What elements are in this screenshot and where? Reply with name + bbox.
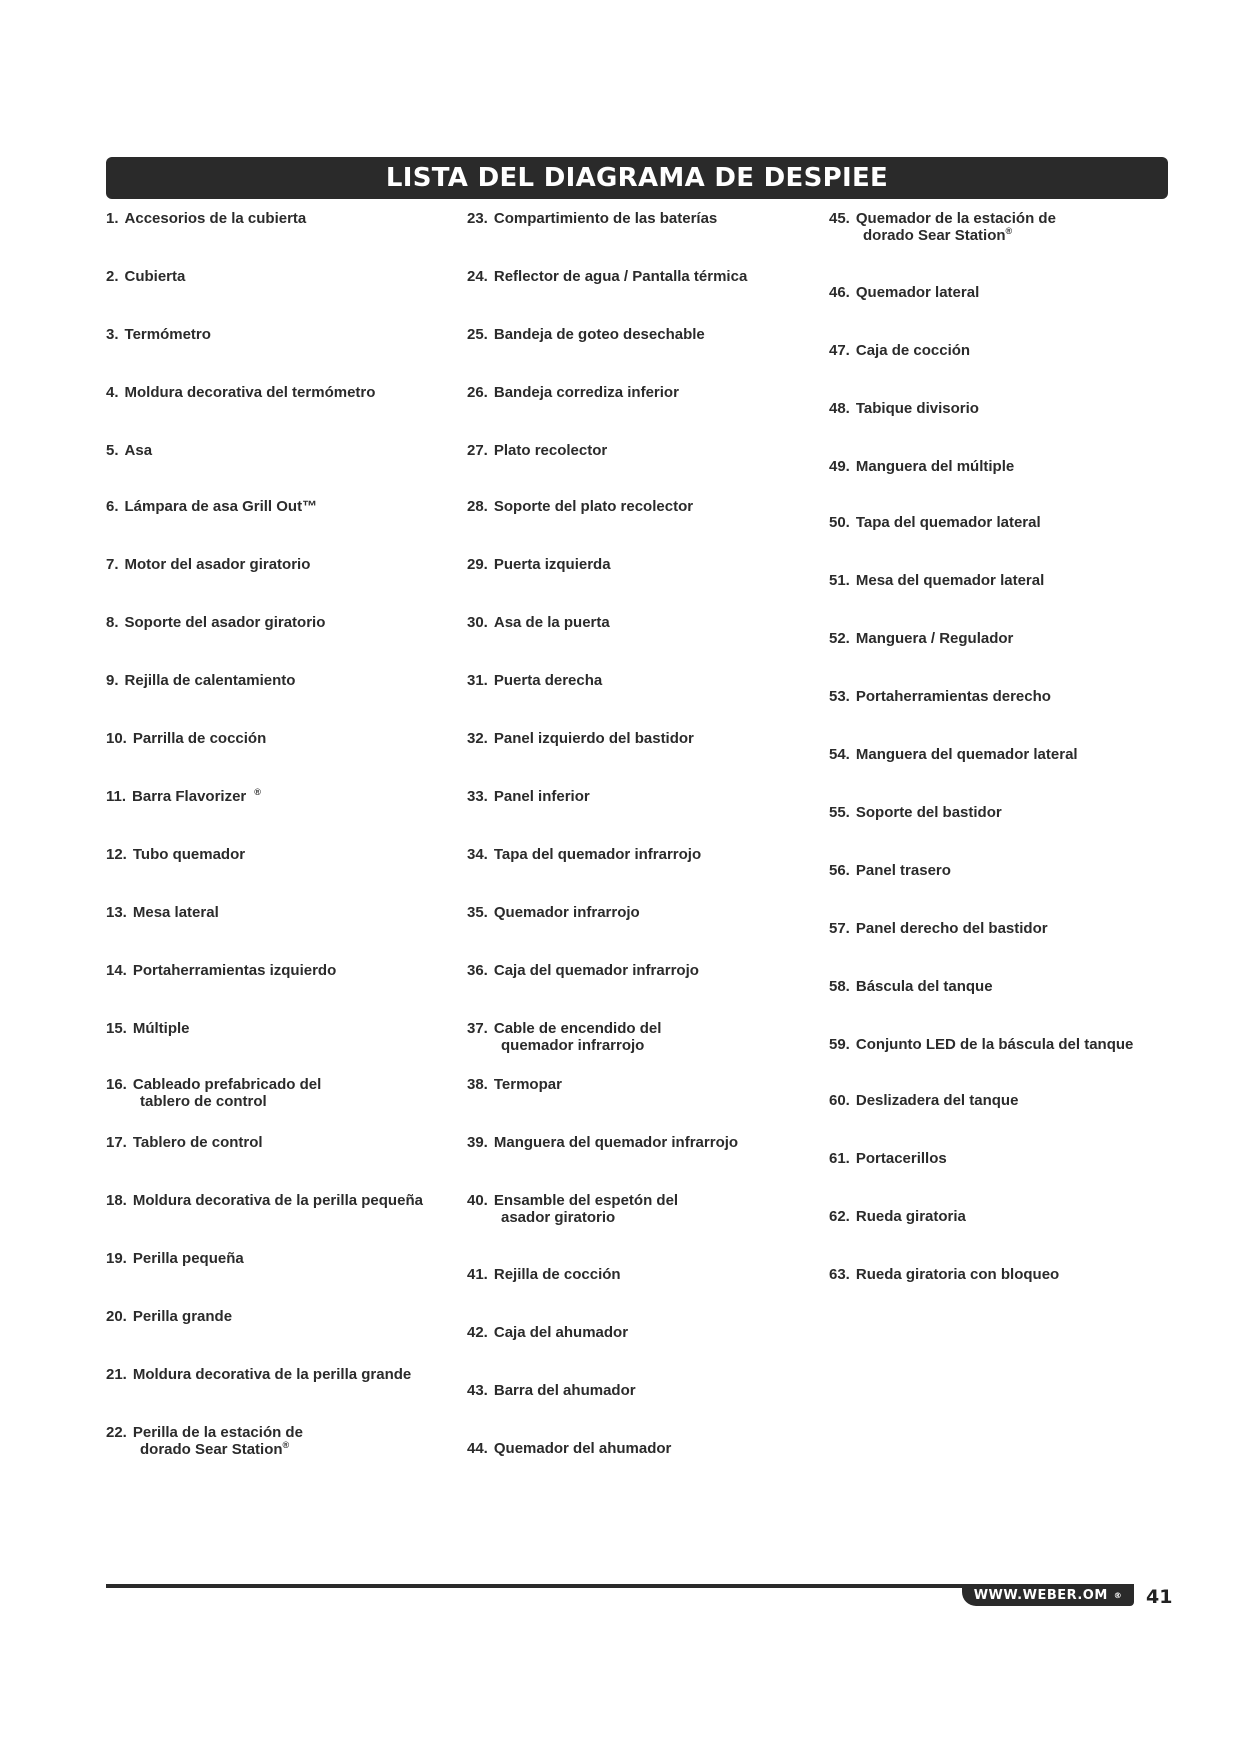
list-item (829, 458, 1179, 475)
item-label: Rueda giratoria con bloqueo (855, 1266, 1060, 1283)
item-number: 11. (106, 788, 127, 805)
item-label-line2: tablero de control (140, 1093, 267, 1110)
list-item (829, 1036, 1179, 1053)
item-label: Deslizadera del tanque (855, 1092, 1019, 1109)
item-label: Tubo quemador (132, 846, 246, 863)
list-item (829, 920, 1179, 937)
list-item (829, 284, 1179, 301)
list-item (467, 1134, 817, 1151)
list-item (467, 1076, 817, 1093)
list-item (829, 688, 1179, 705)
item-number: 20. (106, 1308, 127, 1325)
item-number: 4. (106, 384, 119, 401)
list-item (106, 1076, 456, 1110)
item-label: Panel derecho del bastidor (855, 920, 1048, 937)
item-label: Rejilla de cocción (493, 1266, 621, 1283)
item-number: 56. (829, 862, 850, 879)
item-label-continued (106, 1441, 456, 1458)
item-label: Compartimiento de las baterías (493, 210, 718, 227)
item-number: 48. (829, 400, 850, 417)
list-item (467, 962, 817, 979)
item-number: 23. (467, 210, 488, 227)
item-label-line2: asador giratorio (501, 1209, 616, 1226)
item-label-line2: quemador infrarrojo (501, 1037, 645, 1054)
list-item (467, 556, 817, 573)
list-item (467, 846, 817, 863)
item-number: 40. (467, 1192, 488, 1209)
registered-mark: ® (254, 787, 261, 797)
item-number: 16. (106, 1076, 127, 1093)
list-item (467, 384, 817, 401)
item-number: 29. (467, 556, 488, 573)
item-number: 10. (106, 730, 127, 747)
item-label-line2: dorado Sear Station (140, 1441, 283, 1458)
item-number: 13. (106, 904, 127, 921)
item-label: Panel inferior (493, 788, 590, 805)
item-number: 22. (106, 1424, 127, 1441)
list-item (829, 862, 1179, 879)
item-number: 19. (106, 1250, 127, 1267)
item-label: Panel izquierdo del bastidor (493, 730, 694, 747)
list-item (829, 342, 1179, 359)
item-number: 21. (106, 1366, 127, 1383)
list-item (106, 442, 456, 459)
item-number: 62. (829, 1208, 850, 1225)
item-label-continued (467, 1209, 817, 1226)
item-label-continued (106, 1093, 456, 1110)
item-label: Mesa lateral (132, 904, 219, 921)
item-label: Quemador infrarrojo (493, 904, 640, 921)
item-number: 47. (829, 342, 850, 359)
list-item (106, 556, 456, 573)
item-number: 18. (106, 1192, 127, 1209)
item-label: Mesa del quemador lateral (855, 572, 1045, 589)
item-label: Perilla pequeña (132, 1250, 244, 1267)
list-item (106, 268, 456, 285)
item-number: 61. (829, 1150, 850, 1167)
list-item (467, 1266, 817, 1283)
item-label: Asa (124, 442, 153, 459)
list-item (106, 1424, 456, 1458)
item-label: Portaherramientas derecho (855, 688, 1051, 705)
item-number: 59. (829, 1036, 850, 1053)
item-label-line2: dorado Sear Station (863, 227, 1006, 244)
item-number: 58. (829, 978, 850, 995)
item-number: 60. (829, 1092, 850, 1109)
item-number: 7. (106, 556, 119, 573)
item-label: Motor del asador giratorio (124, 556, 311, 573)
list-item (467, 614, 817, 631)
item-number: 12. (106, 846, 127, 863)
item-label: Manguera del quemador infrarrojo (493, 1134, 739, 1151)
item-label: Manguera del quemador lateral (855, 746, 1078, 763)
list-item (106, 326, 456, 343)
page-number: 41 (1146, 1586, 1173, 1608)
item-number: 57. (829, 920, 850, 937)
item-label: Ensamble del espetón del (493, 1192, 679, 1209)
list-item (829, 514, 1179, 531)
item-label: Cable de encendido del (493, 1020, 662, 1037)
item-number: 3. (106, 326, 119, 343)
item-label: Bandeja de goteo desechable (493, 326, 705, 343)
item-label: Soporte del plato recolector (493, 498, 694, 515)
list-item (467, 268, 817, 285)
list-item (467, 498, 817, 515)
item-label: Moldura decorativa de la perilla pequeña (132, 1192, 423, 1209)
list-item (467, 1020, 817, 1054)
item-number: 50. (829, 514, 850, 531)
list-item (106, 1134, 456, 1151)
item-label: Rejilla de calentamiento (124, 672, 296, 689)
list-item (106, 846, 456, 863)
registered-mark: ® (282, 1440, 290, 1450)
item-number: 53. (829, 688, 850, 705)
item-number: 52. (829, 630, 850, 647)
item-number: 36. (467, 962, 488, 979)
list-item (467, 730, 817, 747)
item-label: Termómetro (124, 326, 211, 343)
list-item (829, 400, 1179, 417)
list-item (829, 1150, 1179, 1167)
item-number: 42. (467, 1324, 488, 1341)
item-number: 41. (467, 1266, 488, 1283)
item-number: 28. (467, 498, 488, 515)
list-item (467, 788, 817, 805)
list-item (106, 1366, 456, 1383)
item-label: Moldura decorativa del termómetro (124, 384, 376, 401)
item-label: Tapa del quemador infrarrojo (493, 846, 702, 863)
list-item (829, 1092, 1179, 1109)
list-item (467, 442, 817, 459)
item-number: 5. (106, 442, 119, 459)
website-url: WWW.WEBER.OM (973, 1587, 1108, 1603)
item-label: Quemador de la estación de (855, 210, 1056, 227)
list-item (829, 210, 1179, 244)
list-item (467, 904, 817, 921)
item-number: 14. (106, 962, 127, 979)
list-item (467, 326, 817, 343)
list-item (467, 1382, 817, 1399)
item-label: Panel trasero (855, 862, 951, 879)
list-item (467, 1440, 817, 1457)
list-item (829, 1266, 1179, 1283)
list-item (106, 962, 456, 979)
item-label: Manguera / Regulador (855, 630, 1014, 647)
list-item (106, 1250, 456, 1267)
item-label: Plato recolector (493, 442, 608, 459)
item-number: 24. (467, 268, 488, 285)
item-label: Cubierta (124, 268, 186, 285)
item-number: 54. (829, 746, 850, 763)
title-banner (106, 157, 1168, 199)
list-item (467, 1324, 817, 1341)
item-label: Moldura decorativa de la perilla grande (132, 1366, 412, 1383)
list-item (106, 614, 456, 631)
list-item (467, 1192, 817, 1226)
registered-mark: ® (1005, 226, 1013, 236)
item-number: 49. (829, 458, 850, 475)
item-label: Rueda giratoria (855, 1208, 966, 1225)
item-label: Puerta izquierda (493, 556, 611, 573)
item-number: 46. (829, 284, 850, 301)
list-item (467, 672, 817, 689)
list-item (106, 730, 456, 747)
item-number: 31. (467, 672, 488, 689)
list-item (829, 1208, 1179, 1225)
website-mark: ® (1113, 1590, 1123, 1600)
item-label: Caja del quemador infrarrojo (493, 962, 699, 979)
item-label: Quemador del ahumador (493, 1440, 672, 1457)
item-label: Caja del ahumador (493, 1324, 629, 1341)
item-number: 9. (106, 672, 119, 689)
list-item (829, 978, 1179, 995)
item-label: Termopar (493, 1076, 562, 1093)
item-label: Quemador lateral (855, 284, 980, 301)
item-number: 43. (467, 1382, 488, 1399)
list-item (467, 210, 817, 227)
item-number: 25. (467, 326, 488, 343)
website-tab (962, 1584, 1134, 1606)
item-number: 32. (467, 730, 488, 747)
item-number: 15. (106, 1020, 127, 1037)
item-label: Manguera del múltiple (855, 458, 1015, 475)
list-item (106, 210, 456, 227)
item-number: 30. (467, 614, 488, 631)
item-label: Tablero de control (132, 1134, 263, 1151)
item-label: Asa de la puerta (493, 614, 610, 631)
item-label: Parrilla de cocción (132, 730, 267, 747)
item-label: Perilla grande (132, 1308, 233, 1325)
list-item (106, 498, 456, 515)
list-item (106, 1192, 456, 1209)
list-item (829, 804, 1179, 821)
item-number: 38. (467, 1076, 488, 1093)
list-item (106, 1020, 456, 1037)
list-item (829, 572, 1179, 589)
list-item (829, 630, 1179, 647)
item-label: Cableado prefabricado del (132, 1076, 322, 1093)
item-label: Barra Flavorizer (132, 788, 247, 805)
item-number: 55. (829, 804, 850, 821)
item-number: 51. (829, 572, 850, 589)
item-label: Soporte del asador giratorio (124, 614, 326, 631)
item-label: Tapa del quemador lateral (855, 514, 1041, 531)
item-number: 27. (467, 442, 488, 459)
item-number: 1. (106, 210, 119, 227)
list-item (106, 1308, 456, 1325)
item-label: Portacerillos (855, 1150, 947, 1167)
list-item (829, 746, 1179, 763)
item-number: 17. (106, 1134, 127, 1151)
item-label: Báscula del tanque (855, 978, 993, 995)
item-number: 2. (106, 268, 119, 285)
item-label: Portaherramientas izquierdo (132, 962, 337, 979)
item-label: Tabique divisorio (855, 400, 979, 417)
item-label: Accesorios de la cubierta (124, 210, 307, 227)
item-number: 34. (467, 846, 488, 863)
item-label: Barra del ahumador (493, 1382, 636, 1399)
item-number: 45. (829, 210, 850, 227)
list-item (106, 384, 456, 401)
item-label: Lámpara de asa Grill Out™ (124, 498, 318, 515)
item-number: 26. (467, 384, 488, 401)
list-item (106, 904, 456, 921)
item-label: Múltiple (132, 1020, 190, 1037)
item-label: Puerta derecha (493, 672, 603, 689)
item-label-continued (467, 1037, 817, 1054)
item-label: Bandeja corrediza inferior (493, 384, 679, 401)
item-number: 35. (467, 904, 488, 921)
item-number: 8. (106, 614, 119, 631)
page-title: LISTA DEL DIAGRAMA DE DESPIEE (385, 163, 889, 193)
item-label-continued (829, 227, 1179, 244)
list-item (106, 788, 456, 805)
list-item (106, 672, 456, 689)
item-number: 63. (829, 1266, 850, 1283)
item-label: Conjunto LED de la báscula del tanque (855, 1036, 1134, 1053)
item-number: 6. (106, 498, 119, 515)
item-label: Perilla de la estación de (132, 1424, 303, 1441)
item-number: 37. (467, 1020, 488, 1037)
item-label: Reflector de agua / Pantalla térmica (493, 268, 748, 285)
item-number: 44. (467, 1440, 488, 1457)
item-label: Soporte del bastidor (855, 804, 1002, 821)
item-number: 33. (467, 788, 488, 805)
item-label: Caja de cocción (855, 342, 971, 359)
item-number: 39. (467, 1134, 488, 1151)
